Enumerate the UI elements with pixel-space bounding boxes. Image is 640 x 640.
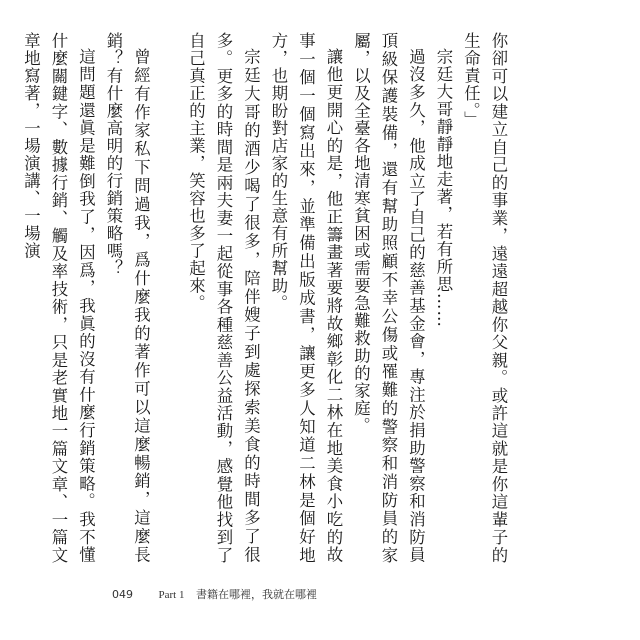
part-label: Part 1 (158, 589, 185, 601)
paragraph-3: 過沒多久，他成立了自己的慈善基金會，專注於捐助警察和消防員頂級保護裝備，還有幫助照顧不幸公傷或罹難的警察和消防員的家屬，以及全臺各地清寒貧困或需要急難救助的家庭。 (351, 32, 426, 564)
paragraph-1: 你卻可以建立自己的事業，遠遠超越你父親。或許這就是你這輩子的生命責任。」 (461, 32, 508, 564)
paragraph-2: 宗廷大哥靜靜地走著，若有所思…… (434, 48, 453, 329)
page-footer (112, 586, 317, 602)
section-break (155, 32, 183, 564)
chapter-title: 書籍在哪裡，我就在哪裡 (195, 588, 317, 601)
body-text (17, 32, 512, 564)
paragraph-4: 讓他更開心的是，他正籌畫著要將故鄉彰化二林在地美食小吃的故事一個一個寫出來，並準備出版成書，讓更多人知道二林是個好地方，也期盼對店家的生意有所幫助。 (269, 32, 343, 564)
page-number: 049 (112, 588, 133, 601)
paragraph-6: 曾經有作家私下問過我，爲什麼我的著作可以這麼暢銷，這麼長銷？有什麼高明的行銷策略嗎？ (104, 32, 151, 564)
paragraph-7: 這問題還眞是難倒我了，因爲，我眞的沒有什麼行銷策略。我不懂什麼關鍵字、數據行銷、觸及率技術，只是老實地一篇文章、一篇文章地寫著，一場演講、一場演 (21, 32, 96, 564)
paragraph-5: 宗廷大哥的酒少喝了很多，陪伴嫂子到處探索美食的時間多了很多。更多的時間是兩夫妻一起從事各種慈善公益活動，感覺他找到了自己真正的主業，笑容也多了起來。 (186, 32, 261, 564)
